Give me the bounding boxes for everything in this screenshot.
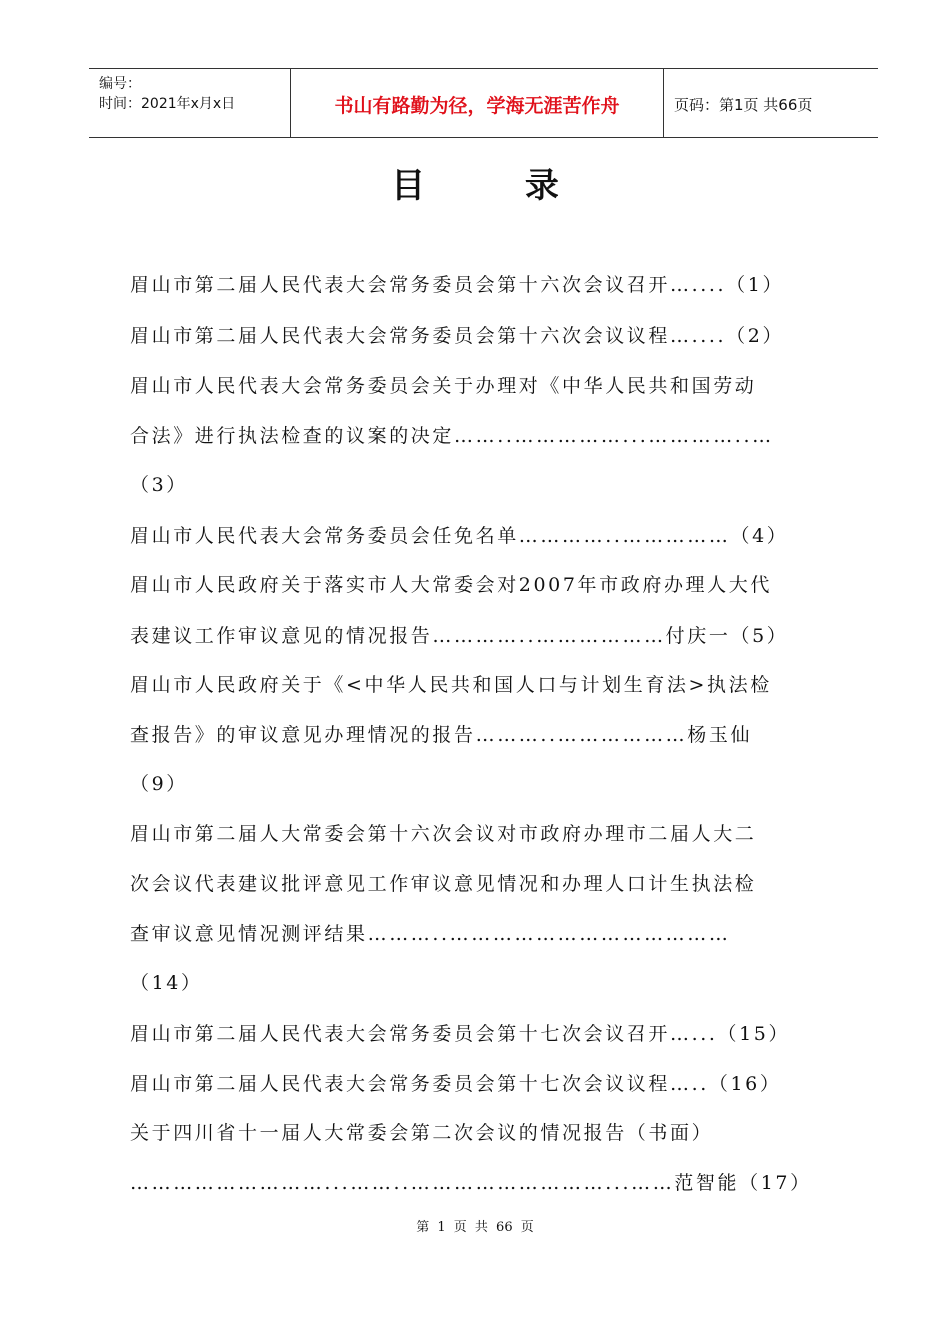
header-motto-cell <box>291 69 664 137</box>
toc-line: 眉山市人民代表大会常务委员会关于办理对《中华人民共和国劳动 <box>130 375 757 397</box>
toc-line: 眉山市第二届人大常委会第十六次会议对市政府办理市二届人大二 <box>130 823 757 845</box>
toc-line: （9） <box>130 773 188 795</box>
toc-line: 合法》进行执法检查的议案的决定……..……………...…………..… <box>130 425 774 447</box>
toc-line: 查报告》的审议意见办理情况的报告………..………………杨玉仙 <box>130 724 753 746</box>
toc-line: （14） <box>130 972 203 994</box>
toc-line: 眉山市第二届人民代表大会常务委员会第十七次会议议程…..（16） <box>130 1073 782 1095</box>
toc-line: 眉山市人民代表大会常务委员会任免名单…………..……………（4） <box>130 525 789 547</box>
header-page-info: 页码：第1页 共66页 <box>674 96 813 114</box>
toc-line: （3） <box>130 474 188 496</box>
header-motto: 书山有路勤为径，学海无涯苦作舟 <box>334 95 620 117</box>
header-page-cell <box>664 69 878 137</box>
toc-line: 眉山市第二届人民代表大会常务委员会第十六次会议召开…....（1） <box>130 274 785 296</box>
document-time-label: 时间：2021年x月x日 <box>99 96 236 112</box>
toc-line: 眉山市人民政府关于《<中华人民共和国人口与计划生育法>执法检 <box>130 674 772 696</box>
document-number-label: 编号： <box>99 76 141 92</box>
toc-line: 查审议意见情况测评结果………..………………………………… <box>130 923 731 945</box>
document-header <box>89 68 878 138</box>
toc-title: 目 录 <box>391 166 603 206</box>
toc-line: 次会议代表建议批评意见工作审议意见情况和办理人口计生执法检 <box>130 873 757 895</box>
toc-line: 眉山市人民政府关于落实市人大常委会对2007年市政府办理人大代 <box>130 574 772 596</box>
toc-line: 关于四川省十一届人大常委会第二次会议的情况报告（书面） <box>130 1122 714 1144</box>
toc-line: 眉山市第二届人民代表大会常务委员会第十七次会议召开…...（15） <box>130 1023 791 1045</box>
header-meta-cell <box>89 69 291 137</box>
toc-line: 眉山市第二届人民代表大会常务委员会第十六次会议议程…....（2） <box>130 325 785 347</box>
toc-line: 表建议工作审议意见的情况报告…………..………………付庆一（5） <box>130 625 789 647</box>
page-footer: 第 1 页 共 66 页 <box>416 1220 534 1235</box>
toc-line: ………………………...……..………………………...……范智能（17） <box>130 1172 812 1194</box>
